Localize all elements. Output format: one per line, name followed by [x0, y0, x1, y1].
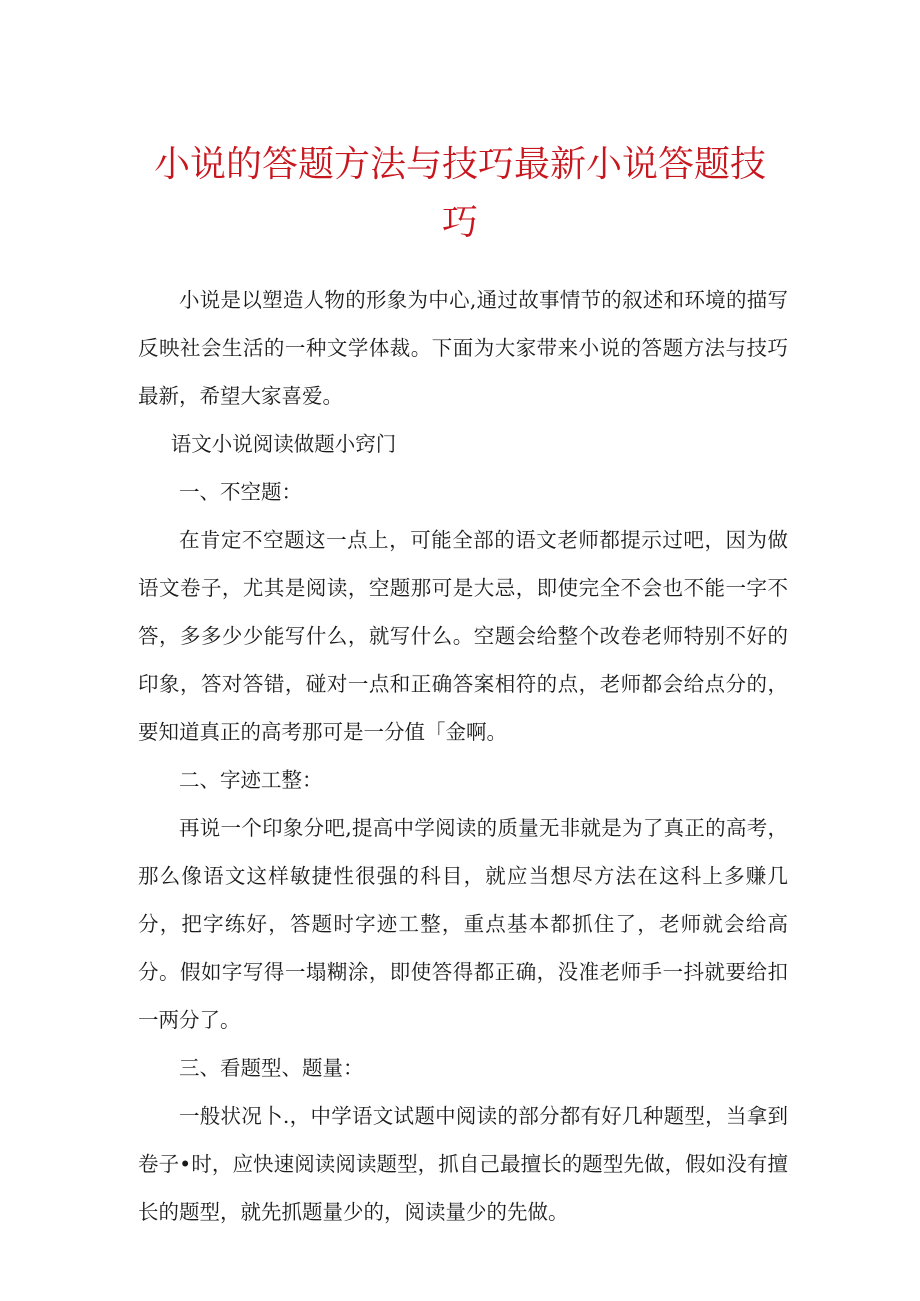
title-line-2: 巧 [441, 202, 478, 243]
section-3-heading: 三、看题型、题量： [179, 1056, 364, 1080]
intro-paragraph: 小说是以塑造人物的形象为中心,通过故事情节的叙述和环境的描写反映社会生活的一种文学体裁。下面为大家带来小说的答题方法与技巧最新，希望大家喜爱。 [138, 288, 788, 408]
document-body [138, 276, 788, 1236]
section-1-body: 在肯定不空题这一点上，可能全部的语文老师都提示过吧，因为做语文卷子，尤其是阅读，空题那可是大忌，即使完全不会也不能一字不答，多多少少能写什么，就写什么。空题会给整个改卷老师特别不好的印象，答对答错，碰对一点和正确答案相符的点，老师都会给点分的，要知道真正的高考那可是一分值「金啊。 [138, 528, 788, 744]
document-title [0, 136, 920, 252]
section-2-heading: 二、字迹工整： [179, 768, 323, 792]
title-line-1: 小说的答题方法与技巧最新小说答题技 [153, 144, 766, 185]
section-2-body: 再说一个印象分吧,提高中学阅读的质量无非就是为了真正的高考，那么像语文这样敏捷性很强的科目，就应当想尽方法在这科上多赚几分，把字练好，答题时字迹工整，重点基本都抓住了，老师就会给高分。假如字写得一塌糊涂，即使答得都正确，没准老师手一抖就要给扣一两分了。 [138, 816, 788, 1032]
section-3-body: 一般状况卜.，中学语文试题中阅读的部分都有好几种题型，当拿到卷子•时，应快速阅读阅读题型，抓自己最擅长的题型先做，假如没有擅长的题型，就先抓题量少的，阅读量少的先做。 [138, 1104, 788, 1224]
section-title: 语文小说阅读做题小窍门 [170, 432, 397, 456]
section-1-heading: 一、不空题： [179, 480, 302, 504]
